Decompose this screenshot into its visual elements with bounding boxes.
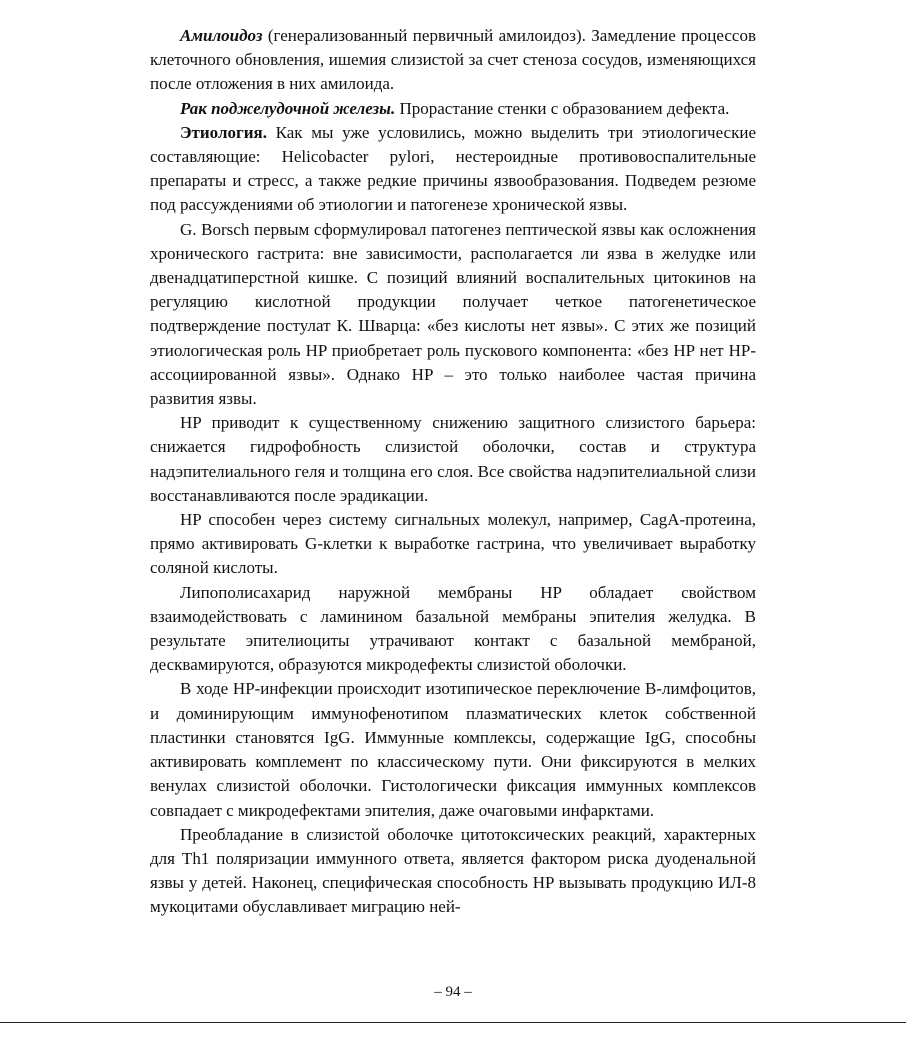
paragraph-lipopolysaccharide: [150, 581, 756, 678]
term-heading: Рак поджелудочной железы.: [180, 98, 396, 118]
paragraph-text: (генерализованный первичный амилоидоз). Замедление процессов клеточного обновления, ишемия слизистой за счет стеноза сосудов, изменяющихся после отложения в них амилоида.: [150, 26, 756, 94]
paragraph-etiology: [150, 121, 756, 218]
paragraph-text: Липополисахарид наружной мембраны HP обладает свойством взаимодействовать с ламинином базальной мембраны эпителия желудка. В результате эпителиоциты утрачивают контакт с базальной мембраной, десквамируются, образуются микродефекты слизистой оболочки.: [150, 582, 756, 675]
paragraph-text: Преобладание в слизистой оболочке цитотоксических реакций, характерных для Th1 поляризации иммунного ответа, является фактором риска дуоденальной язвы у детей. Наконец, специфическая способность HP вызывать продукцию ИЛ-8 мукоцитами обуславливает миграцию ней-: [150, 824, 756, 917]
paragraph-barrier: [150, 411, 756, 508]
paragraph-caga: [150, 508, 756, 581]
paragraph-text: HP приводит к существенному снижению защитного слизистого барьера: снижается гидрофобность слизистой оболочки, состав и структура надэпителиального геля и толщина его слоя. Все свойства надэпителиальной слизи восстанавливаются после эрадикации.: [150, 413, 756, 505]
document-body: [150, 24, 756, 920]
paragraph-isotype-switch: [150, 677, 756, 822]
paragraph-borsch: [150, 218, 756, 412]
paragraph-text: G. Borsch первым сформулировал патогенез пептической язвы как осложнения хронического гастрита: вне зависимости, располагается ли язва в желудке или двенадцатиперстной кишке. С позиций влияний воспалительных цитокинов на регуляцию кислотной продукции получает четкое патогенетическое подтверждение постулат К. Шварца: «без кислоты нет язвы». С этих же позиций этиологическая роль HP приобретает роль пускового компонента: «без HP нет HP-ассоциированной язвы». Однако HP – это только наиболее частая причина развития язвы.: [150, 219, 756, 409]
page-bottom-rule: [0, 1022, 906, 1023]
paragraph-th1: [150, 823, 756, 920]
section-heading: Этиология.: [180, 122, 267, 142]
term-heading: Амилоидоз: [180, 26, 263, 45]
paragraph-text: Как мы уже условились, можно выделить три этиологические составляющие: Helicobacter pylori, нестероидные противовоспалительные препараты и стресс, а также редкие причины язвообразования. Подведем резюме под рассуждениями об этиологии и патогенезе хронической язвы.: [150, 122, 756, 215]
paragraph-pancreatic-cancer: [150, 97, 756, 121]
page-number: – 94 –: [434, 984, 472, 1000]
paragraph-amyloidosis: [150, 24, 756, 97]
paragraph-text: HP способен через систему сигнальных молекул, например, CagA-протеина, прямо активировать G-клетки к выработке гастрина, что увеличивает выработку соляной кислоты.: [150, 510, 756, 578]
paragraph-text: В ходе HP-инфекции происходит изотипическое переключение В-лимфоцитов, и доминирующим иммунофенотипом плазматических клеток собственной пластинки становятся IgG. Иммунные комплексы, содержащие IgG, способны активировать комплемент по классическому пути. Они фиксируются в мелких венулах слизистой оболочки. Гистологически фиксация иммунных комплексов совпадает с микродефектами эпителия, даже очаговыми инфарктами.: [150, 679, 756, 820]
paragraph-text: Прорастание стенки с образованием дефекта.: [395, 98, 730, 118]
